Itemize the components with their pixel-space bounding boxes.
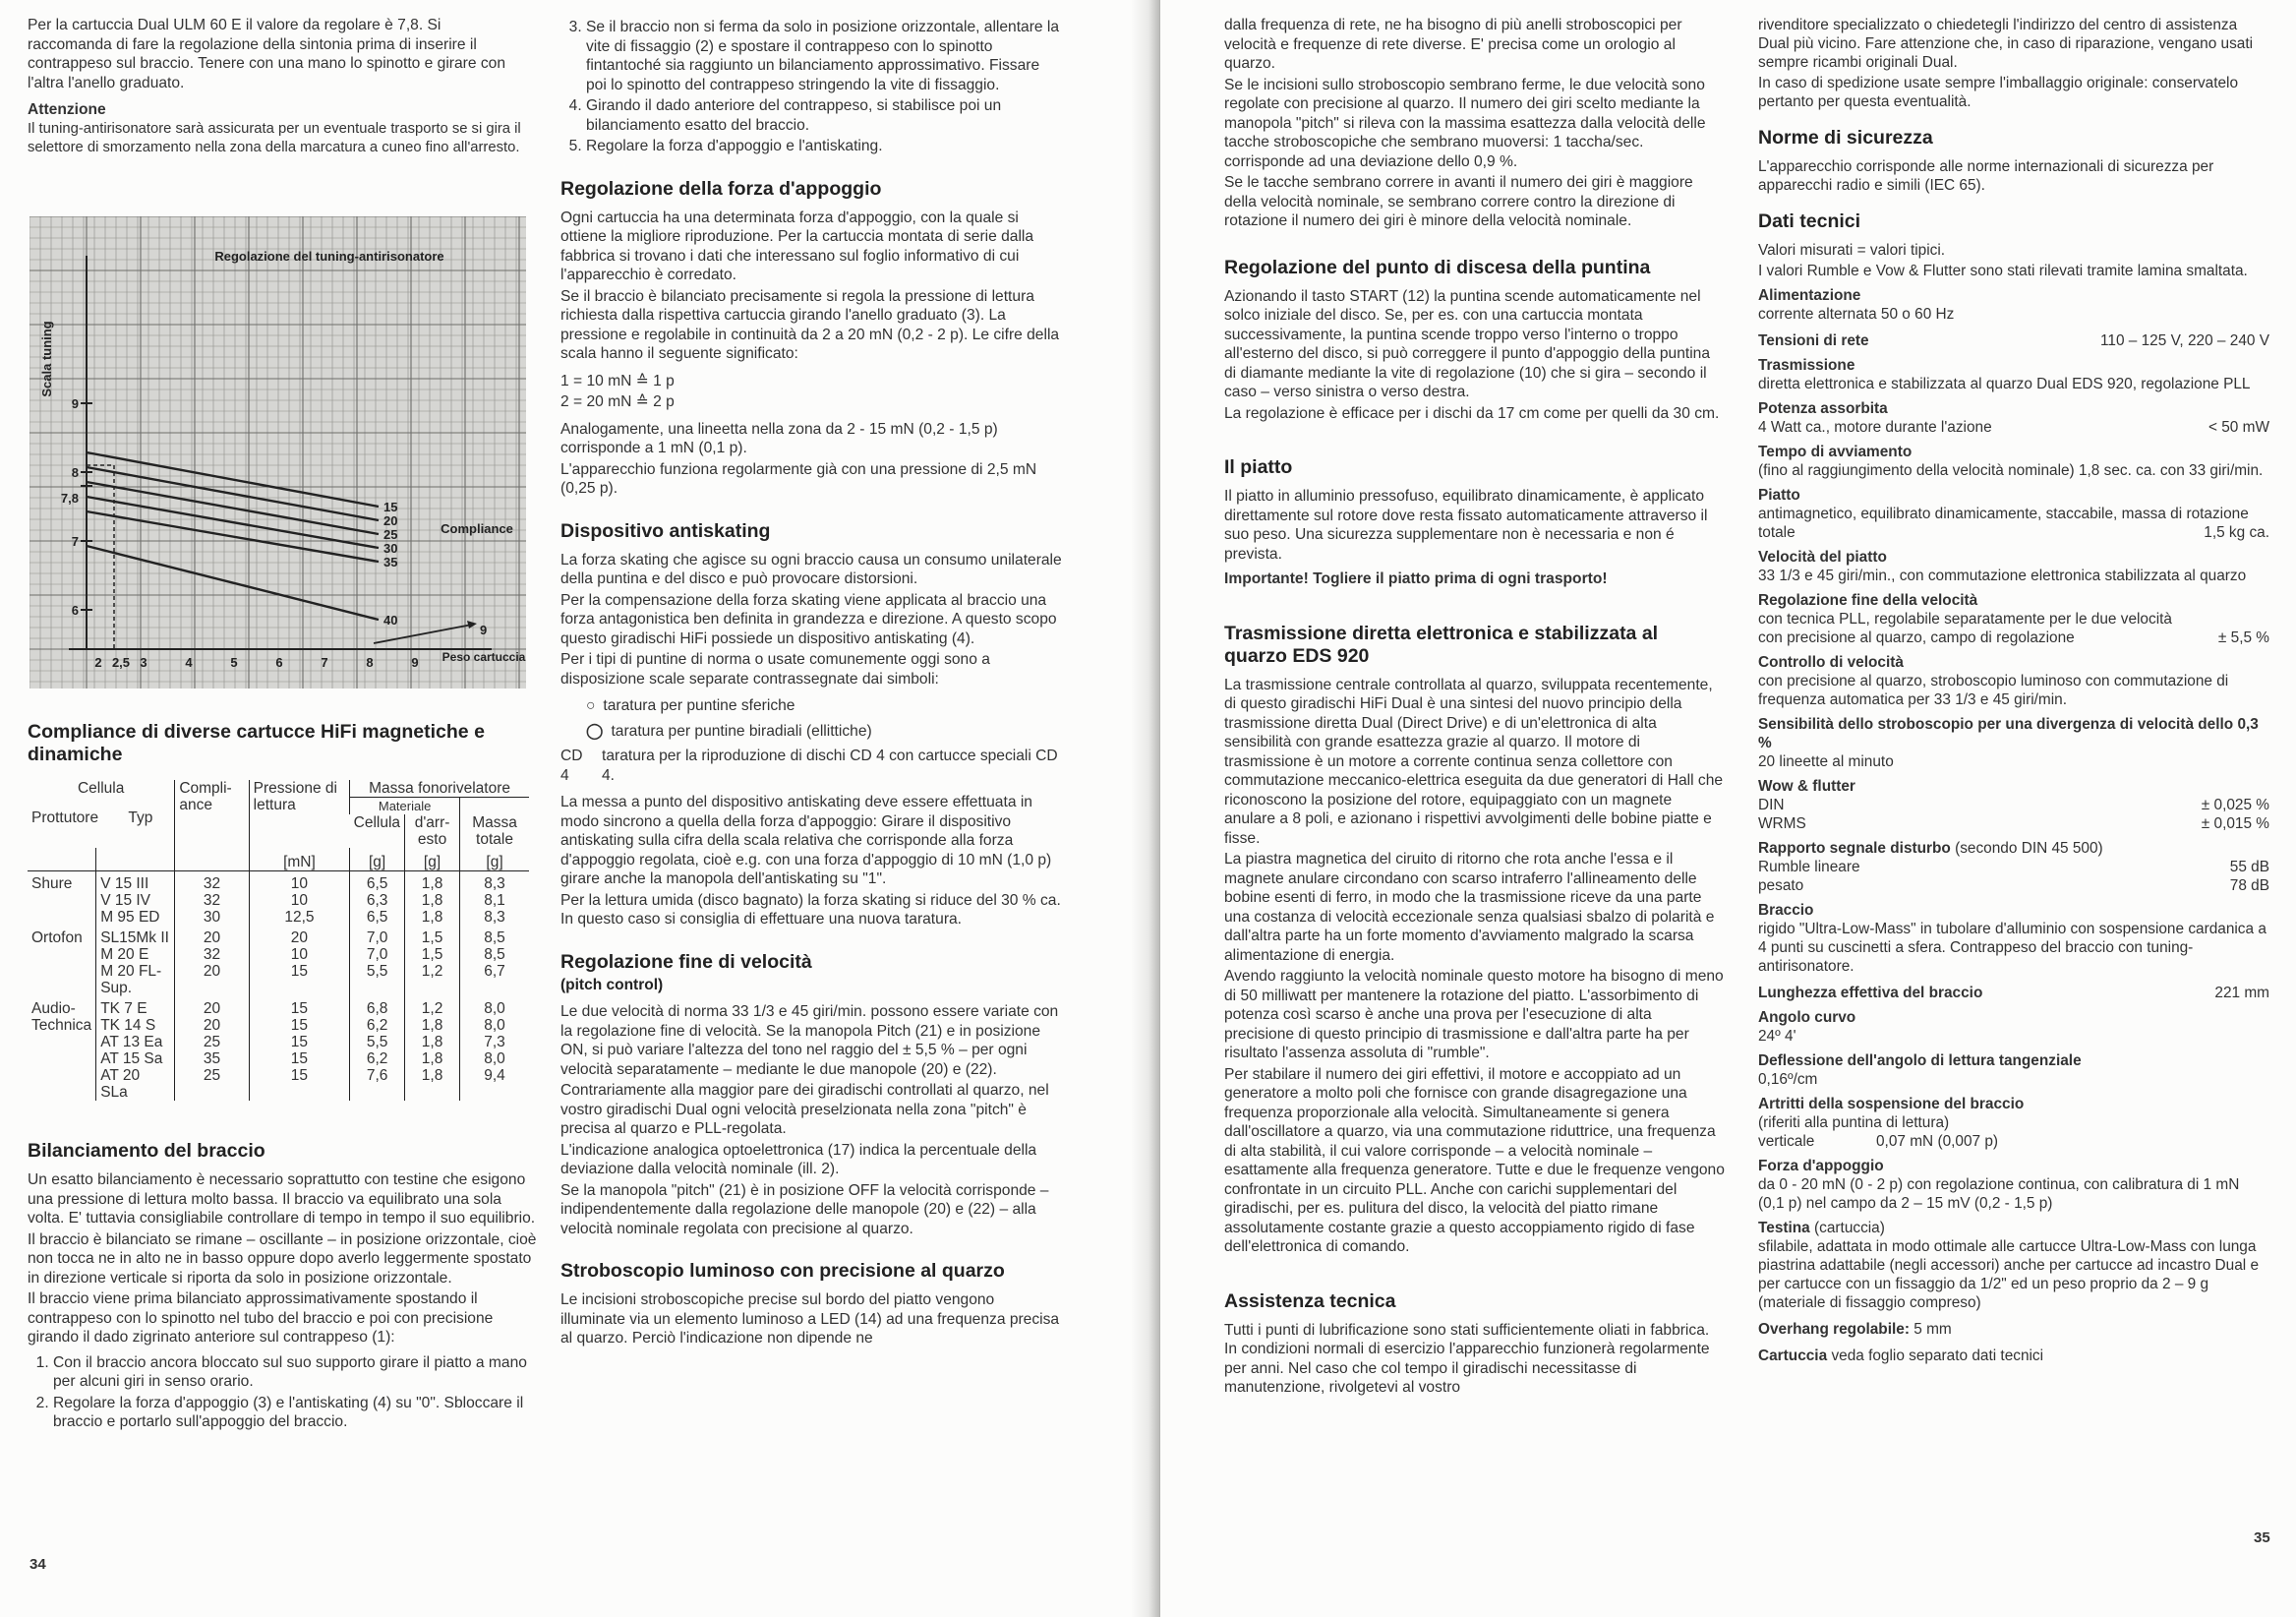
th-typ: Typ <box>128 808 153 826</box>
spec-attriti-note: (riferiti alla puntina di lettura) <box>1758 1114 1950 1131</box>
antiskating-p4: La messa a punto del dispositivo antiskating deve essere effettuata in modo sincrono a quella della forza d'appoggio: Girare il dispositivo antiskating sulla cifra della scala relativa che corrisponde alla forza d'appoggio regolata, cioè e.g. con una forza d'appoggio di 10 mN (1,0 p) girare anche la manopola dell'antiskating su "1". <box>560 794 1052 887</box>
spec-rapporto-norm: (secondo DIN 45 500) <box>1955 840 2103 857</box>
table-cell-arr: 1,8 <box>405 1067 460 1101</box>
spec-forza-label: Forza d'appoggio <box>1758 1158 1884 1174</box>
forza-p3: Analogamente, una lineetta nella zona da 2 - 15 mN (0,2 - 1,5 p) corrisponde a 1 mN (0,1 p). <box>560 420 998 456</box>
table-cell-maker: Ortofon <box>31 929 83 946</box>
bilanciamento-p2: Il braccio è bilanciato se rimane – oscillante – in posizione orizzontale, cioè non tocca ne in alto ne in basso oppure dopo averlo leggermente spostato in direzione verticale si riporta da solo in posizione orizzontale. <box>28 1230 537 1287</box>
table-cell-press: 15 <box>249 1050 350 1067</box>
spec-rumble-lin-value: 55 dB <box>2229 859 2269 875</box>
strobo-cont-p3: Se le tacche sembrano correre in avanti il numero dei giri è maggiore della velocità nominale, se sembrano correre contro la direzione di rotazione il numero dei giri è minore della velocità nominale. <box>1224 174 1693 229</box>
table-cell-press: 12,5 <box>249 909 350 926</box>
table-cell-cell: 7,0 <box>350 926 405 946</box>
table-cell-type: M 20 FL-Sup. <box>96 963 175 996</box>
graph-x-tick: 5 <box>230 655 238 670</box>
table-cell-press: 10 <box>249 871 350 893</box>
right-column-1 <box>1224 16 1726 1400</box>
left-column-1-lower <box>28 703 539 1434</box>
spec-controllo-value: con precisione al quarzo, stroboscopio luminoso con commutazione di frequenza automatica per 33 1/3 e 45 giri/min. <box>1758 673 2229 708</box>
spec-trasmissione-value: diretta elettronica e stabilizzata al quarzo Dual EDS 920, regolazione PLL <box>1758 376 2251 392</box>
table-cell-arr: 1,8 <box>405 1034 460 1050</box>
th-materiale: Materiale <box>350 798 460 815</box>
trasmissione-p3: Avendo raggiunto la velocità nominale questo motore ha bisogno di meno di 50 milliwatt per mantenere la rotazione del piatto. L'assorbimento di potenza così scarso è anche una prova per l'esecuzione di alta precisione di questo principio di trasmissione e dall'altra parte ha per risultato l'assenza assoluta di "rumble". <box>1224 968 1724 1061</box>
trasmissione-p1: La trasmissione centrale controllata al quarzo, sviluppata recentemente, di questo giradischi HiFi Dual è una sintesi del nuovo principio della trasmissione diretta Dual (Direct Drive) e di un'elettronica di alta sensibilità con grande esattezza grazie al quarzo. Il motore di trasmissione è un motore a corrente continua senza collettore con commutazione meccanico-elettrica eseguita da due generatori di Hall che riconoscono la posizione del rotore, equipaggiato con un magnete anulare a 8 poli, e azionano i rispettivi avvolgimenti delle bobine piatte e fisse. <box>1224 676 1724 847</box>
graph-x-tick: 9 <box>411 655 419 670</box>
step-1: 1. Con il braccio ancora bloccato sul suo supporto girare il piatto a mano per alcuni giri in senso orario. <box>53 1353 539 1392</box>
table-cell-cell: 6,5 <box>350 909 405 926</box>
spec-alimentazione-label: Alimentazione <box>1758 287 1861 304</box>
table-cell-cell: 6,5 <box>350 871 405 893</box>
spec-potenza-standby: < 50 mW <box>2208 419 2269 436</box>
spec-regfine-label: Regolazione fine della velocità <box>1758 592 1978 609</box>
graph-x-tick: 2,5 <box>111 655 131 670</box>
table-cell-arr: 1,8 <box>405 1050 460 1067</box>
table-cell-type: AT 15 Sa <box>96 1050 175 1067</box>
graph-x-tick: 8 <box>366 655 374 670</box>
dati-p2: I valori Rumble e Vow & Flutter sono stati rilevati tramite lamina smaltata. <box>1758 263 2248 279</box>
table-cell-tot: 8,5 <box>460 946 529 963</box>
table-row <box>28 1050 529 1067</box>
table-cell-tot: 8,5 <box>460 926 529 946</box>
table-cell-cell: 6,2 <box>350 1050 405 1067</box>
th-totale: Massa totale <box>460 814 529 848</box>
unit-g1: [g] <box>350 848 405 871</box>
table-cell-tot: 8,1 <box>460 892 529 909</box>
strobo-cont-p1: dalla frequenza di rete, ne ha bisogno di più anelli stroboscopici per velocità e frequenze di rete diverse. E' precisa come un orologio al quarzo. <box>1224 17 1682 72</box>
spec-lunghezza-value: 221 mm <box>2214 985 2269 1001</box>
spec-wow-din-value: ± 0,025 % <box>2201 797 2269 813</box>
spec-regfine-range: ± 5,5 % <box>2217 629 2269 646</box>
spec-tensioni-label: Tensioni di rete <box>1758 332 1869 349</box>
spec-tensioni-value: 110 – 125 V, 220 – 240 V <box>2099 332 2269 349</box>
table-cell-type: SL15Mk II <box>96 926 175 946</box>
table-cell-arr: 1,2 <box>405 996 460 1017</box>
spec-piatto-value: antimagnetico, equilibrato dinamicamente, staccabile, massa di rotazione totale <box>1758 506 2249 541</box>
table-cell-type: TK 7 E <box>96 996 175 1017</box>
left-column-1 <box>28 16 529 160</box>
forza-scale-2: 2 = 20 mN ≙ 2 p <box>560 393 675 410</box>
spec-rumble-pes-label: pesato <box>1758 877 1804 894</box>
spec-lunghezza-label: Lunghezza effettiva del braccio <box>1758 985 1983 1001</box>
table-cell-tot: 8,3 <box>460 909 529 926</box>
table-cell-cell: 6,3 <box>350 892 405 909</box>
fine-p3: L'indicazione analogica optoelettronica (17) indica la percentuale della deviazione dalla velocità nominale (ill. 2). <box>560 1141 1037 1177</box>
spec-attriti-vert-label: verticale <box>1758 1133 1815 1150</box>
graph-y-tick: 7 <box>71 534 79 549</box>
table-cell-comp: 32 <box>175 946 249 963</box>
spec-velocita-value: 33 1/3 e 45 giri/min., con commutazione elettronica stabilizzata al quarzo <box>1758 568 2247 584</box>
discesa-p1: Azionando il tasto START (12) la puntina scende automaticamente nel solco iniziale del disco. Se, per es. con una cartuccia montata successivamente, la puntina scende troppo verso l'interno o troppo all'esterno del disco, si può correggere il punto d'appoggio della puntina di diamante mediante la vite di regolazione (10) che si gira – secondo il caso – verso sinistra o verso destra. <box>1224 287 1711 400</box>
table-row <box>28 963 529 996</box>
fine-heading: Regolazione fine di velocità <box>560 950 812 973</box>
bilanciamento-heading: Bilanciamento del braccio <box>28 1140 265 1162</box>
graph-x-tick: 3 <box>140 655 147 670</box>
graph-x-tick: 4 <box>185 655 193 670</box>
th-pressione: Pressione di lettura <box>249 780 350 848</box>
th-produttore: Prottutore <box>31 808 99 826</box>
table-cell-maker: Technica <box>31 1017 92 1034</box>
table-cell-cell: 7,0 <box>350 946 405 963</box>
assistenza-heading: Assistenza tecnica <box>1224 1289 1396 1312</box>
table-cell-maker <box>28 909 96 926</box>
table-cell-press: 15 <box>249 1034 350 1050</box>
table-cell-maker: Audio- <box>31 1000 76 1017</box>
assistenza-p1: Tutti i punti di lubrificazione sono stati sufficientemente oliati in fabbrica. In condizioni normali di esercizio l'apparecchio funzionerà regolarmente per anni. Nel caso che col tempo il giradischi necessitasse di manutenzione, rivolgetevi al vostro <box>1224 1321 1710 1396</box>
step-5: 5. Regolare la forza d'appoggio e l'antiskating. <box>586 137 1062 156</box>
table-cell-press: 15 <box>249 1067 350 1101</box>
table-cell-comp: 32 <box>175 871 249 893</box>
table-row <box>28 946 529 963</box>
symbol-3-text: taratura per la riproduzione di dischi CD 4 con cartucce speciali CD 4. <box>602 748 1058 784</box>
spec-sensibilita-label: Sensibilità dello stroboscopio per una divergenza di velocità dello 0,3 % <box>1758 716 2259 751</box>
compliance-line-label: 15 <box>383 500 398 514</box>
table-cell-arr: 1,5 <box>405 926 460 946</box>
strobo-p1: Le incisioni stroboscopiche precise sul bordo del piatto vengono illuminate via un elemento luminoso a LED (14) ad una frequenza precisa al quarzo. Perciò l'indicazione non dipende ne <box>560 1291 1060 1347</box>
spec-trasmissione-label: Trasmissione <box>1758 357 1855 374</box>
table-cell-maker <box>28 1050 96 1067</box>
trasmissione-heading: Trasmissione diretta elettronica e stabilizzata al quarzo EDS 920 <box>1224 622 1659 667</box>
table-cell-tot: 7,3 <box>460 1034 529 1050</box>
spec-cartuccia-label: Cartuccia <box>1758 1348 1828 1364</box>
antiskating-p2: Per la compensazione della forza skating viene applicata al braccio una forza antagonistica ben definita in grandezza e direzione. A questo scopo questo giradischi HiFi possiede un dispositivo antiskating (4). <box>560 591 1057 647</box>
graph-y-tick: 7,8 <box>60 491 79 506</box>
symbol-2-text: taratura per puntine biradiali (ellittiche) <box>611 722 872 740</box>
table-cell-cell: 6,8 <box>350 996 405 1017</box>
spec-wow-label: Wow & flutter <box>1758 778 1855 795</box>
spec-rumble-pes-value: 78 dB <box>2229 877 2269 894</box>
unit-g3: [g] <box>460 848 529 871</box>
step-4: 4. Girando il dado anteriore del contrappeso, si stabilisce poi un bilanciamento esatto del braccio. <box>586 96 1062 135</box>
step-3: 3. Se il braccio non si ferma da solo in posizione orizzontale, allentare la vite di fissaggio (2) e spostare il contrappeso con lo spinotto fintantoché sia raggiunto un bilanciamento approssimativo. Fissare poi lo spinotto del contrappeso stringendo la vite di fissaggio. <box>586 18 1062 94</box>
table-row <box>28 892 529 909</box>
table-cell-comp: 20 <box>175 963 249 996</box>
cartridge-table <box>28 780 529 1101</box>
left-column-2 <box>560 18 1062 1350</box>
table-cell-comp: 20 <box>175 926 249 946</box>
spec-potenza-label: Potenza assorbita <box>1758 400 1888 417</box>
table-cell-comp: 32 <box>175 892 249 909</box>
forza-p4: L'apparecchio funziona regolarmente già con una pressione di 2,5 mN (0,25 p). <box>560 460 1037 497</box>
table-cell-maker <box>28 1034 96 1050</box>
table-cell-tot: 6,7 <box>460 963 529 996</box>
discesa-p2: La regolazione è efficace per i dischi da 17 cm come per quelli da 30 cm. <box>1224 404 1720 422</box>
dati-p1: Valori misurati = valori tipici. <box>1758 242 1946 259</box>
table-cell-comp: 30 <box>175 909 249 926</box>
spec-sensibilita-value: 20 lineette al minuto <box>1758 753 1894 770</box>
compliance-line-label: 25 <box>383 527 398 542</box>
table-cell-type: AT 20 SLa <box>96 1067 175 1101</box>
spec-overhang-label: Overhang regolabile: <box>1758 1321 1910 1338</box>
table-cell-arr: 1,8 <box>405 892 460 909</box>
elliptical-stylus-icon: ◯ <box>586 722 604 740</box>
table-cell-arr: 1,8 <box>405 1017 460 1034</box>
bilanciamento-p3: Il braccio viene prima bilanciato approssimativamente spostando il contrappeso con lo spinotto nel tubo del braccio e poi con precisione girando il dado zigrinato anteriore sul contrappeso (1): <box>28 1290 494 1346</box>
table-cell-comp: 20 <box>175 1017 249 1034</box>
table-cell-type: V 15 IV <box>96 892 175 909</box>
table-cell-arr: 1,8 <box>405 909 460 926</box>
attention-heading: Attenzione <box>28 101 106 118</box>
spec-rumble-lin-label: Rumble lineare <box>1758 859 1860 875</box>
spec-tempo-value: (fino al raggiungimento della velocità nominale) 1,8 sec. ca. con 33 giri/min. <box>1758 462 2264 479</box>
spec-velocita-label: Velocità del piatto <box>1758 549 1887 566</box>
spec-testina-value: sfilabile, adattata in modo ottimale alle cartucce Ultra-Low-Mass con lunga piastrina adattabile (negli accessori) anche per cartucce ad incastro Dual e per cartucce con un fissaggio da 1/2" ed un peso proprio da 2 – 9 g (materiale di fissaggio compreso) <box>1758 1238 2260 1311</box>
strobo-cont-p2: Se le incisioni sullo stroboscopio sembrano ferme, le due velocità sono regolate con precisione al quarzo. Il numero dei giri scelto mediante la manopola "pitch" si rileva con la massima esattezza dalla velocità delle tacche stroboscopiche che sembrano muoversi: 1 taccha/sec. corrisponde ad una deviazione dello 0,9 %. <box>1224 76 1706 170</box>
table-cell-press: 15 <box>249 1017 350 1034</box>
discesa-heading: Regolazione del punto di discesa della puntina <box>1224 256 1651 278</box>
table-row <box>28 926 529 946</box>
table-cell-press: 10 <box>249 892 350 909</box>
spec-testina-label: Testina <box>1758 1220 1810 1236</box>
spec-forza-value: da 0 - 20 mN (0 - 2 p) con regolazione continua, con calibratura di 1 mN (0,1 p) nel campo da 2 – 15 mV (0,2 - 1,5 p) <box>1758 1176 2240 1212</box>
compliance-line-label: 35 <box>383 555 398 569</box>
table-cell-maker: Shure <box>31 875 73 892</box>
table-cell-comp: 20 <box>175 996 249 1017</box>
intro-text: Per la cartuccia Dual ULM 60 E il valore da regolare è 7,8. Si raccomanda di fare la regolazione della sintonia prima di inserire il contrappeso sul braccio. Tenere con una mano lo spinotto e girare con l'altra l'anello graduato. <box>28 17 506 91</box>
table-row <box>28 1034 529 1050</box>
piatto-warning: Importante! Togliere il piatto prima di ogni trasporto! <box>1224 570 1608 587</box>
spec-wow-wrms-label: WRMS <box>1758 815 1806 832</box>
spec-attriti-value: 0,07 mN (0,007 p) <box>1876 1133 1999 1150</box>
table-cell-cell: 7,6 <box>350 1067 405 1101</box>
graph-y-tick: 6 <box>71 603 79 618</box>
th-cellula2: Cellula <box>353 814 401 831</box>
spec-potenza-value: 4 Watt ca., motore durante l'azione <box>1758 419 1992 436</box>
spec-overhang-value: 5 mm <box>1913 1321 1952 1338</box>
th-arresto: d'arr-esto <box>405 814 460 848</box>
spec-controllo-label: Controllo di velocità <box>1758 654 1904 671</box>
th-massa: Massa fonorivelatore <box>350 780 529 798</box>
table-cell-tot: 9,4 <box>460 1067 529 1101</box>
forza-scale-1: 1 = 10 mN ≙ 1 p <box>560 372 675 389</box>
forza-p2: Se il braccio è bilanciato precisamente si regola la pressione di lettura richiesta dalla rispettiva cartuccia girando l'anello graduato (3). La pressione e regolabile in continuità da 2 a 20 mN (0,2 - 2 p). Le cifre della scala hanno il seguente significato: <box>560 287 1060 362</box>
fine-subheading: (pitch control) <box>560 976 664 993</box>
graph-x-tick: 7 <box>321 655 328 670</box>
table-cell-maker <box>28 892 96 909</box>
trasmissione-p2: La piastra magnetica del ciruito di ritorno che rota anche l'essa e il magnete anulare circondano con scarso intraferro l'allineamento delle bobine esenti di ferro, in modo che la trasmissione riceve da una parte una costanza di velocità eccezionale senza qualsiasi sbalzo di polarità e dall'altra parte ha un forte momento d'avviamento malgrado la scarsa alimentazione di energia. <box>1224 851 1715 964</box>
compliance-line-label: 30 <box>383 541 398 556</box>
table-cell-maker <box>28 1067 96 1101</box>
table-cell-cell: 5,5 <box>350 963 405 996</box>
symbol-1-text: taratura per puntine sferiche <box>603 697 795 714</box>
table-cell-type: TK 14 S <box>96 1017 175 1034</box>
antiskating-heading: Dispositivo antiskating <box>560 519 771 542</box>
graph-y-tick: 9 <box>71 396 79 411</box>
attention-text: Il tuning-antirisonatore sarà assicurata per un eventuale trasporto se si gira il selettore di smorzamento nella zona della marcatura a cuneo fino all'arresto. <box>28 120 521 155</box>
spec-deflessione-label: Deflessione dell'angolo di lettura tangenziale <box>1758 1052 2082 1069</box>
assistenza-cont-p2: In caso di spedizione usate sempre l'imballaggio originale: conservatelo pertanto per questa eventualità. <box>1758 75 2239 110</box>
spec-piatto-mass: 1,5 kg ca. <box>2204 524 2269 541</box>
spec-wow-wrms-value: ± 0,015 % <box>2201 815 2269 832</box>
fine-p2: Contrariamente alla maggior pare dei giradischi controllati al quarzo, nel vostro giradischi Dual ogni velocità preselzionata nella zona "pitch" è precisa al quarzo e PLL-regolata. <box>560 1082 1049 1137</box>
forza-heading: Regolazione della forza d'appoggio <box>560 177 882 200</box>
table-cell-cell: 6,2 <box>350 1017 405 1034</box>
spec-braccio-value: rigido "Ultra-Low-Mass" in tubolare d'alluminio con sospensione cardanica a 4 punti su cuscinetti a sfera. Contrappeso del braccio con tuning-antirisonatore. <box>1758 921 2267 975</box>
graph-arrow-value: 9 <box>480 623 488 637</box>
symbol-3-label: CD 4 <box>560 748 583 784</box>
compliance-line-label: 20 <box>383 513 398 528</box>
graph-x-tick: 2 <box>94 655 102 670</box>
table-cell-arr: 1,5 <box>405 946 460 963</box>
table-cell-press: 20 <box>249 926 350 946</box>
table-cell-comp: 25 <box>175 1034 249 1050</box>
dati-heading: Dati tecnici <box>1758 210 1861 232</box>
spherical-stylus-icon: ○ <box>586 697 596 714</box>
table-row <box>28 1017 529 1034</box>
th-cellula: Cellula <box>77 780 125 797</box>
spec-rapporto-label: Rapporto segnale disturbo <box>1758 840 1951 857</box>
tuning-graph <box>29 216 526 689</box>
compliance-heading: Compliance di diverse cartucce HiFi magnetiche e dinamiche <box>28 721 485 765</box>
table-cell-arr: 1,8 <box>405 871 460 893</box>
norme-p1: L'apparecchio corrisponde alle norme internazionali di sicurezza per apparecchi radio e simili (IEC 65). <box>1758 158 2214 194</box>
spec-piatto-label: Piatto <box>1758 487 1800 504</box>
norme-heading: Norme di sicurezza <box>1758 127 1933 149</box>
fine-p1: Le due velocità di norma 33 1/3 e 45 giri/min. possono essere variate con la regolazione fine di velocità. Se la manopola Pitch (21) e in posizione ON, si può variare l'altezza del tono nel raggio del ± 5,5 % – per ogni velocità separatamente – mediante le due manopole (20) e (22). <box>560 1003 1059 1078</box>
graph-y-label: Scala tuning <box>39 321 54 397</box>
spec-wow-din-label: DIN <box>1758 797 1785 813</box>
step-2: 2. Regolare la forza d'appoggio (3) e l'antiskating (4) su "0". Sbloccare il braccio e portarlo sull'appoggio del braccio. <box>53 1394 539 1432</box>
table-cell-tot: 8,0 <box>460 996 529 1017</box>
graph-x-tick: 6 <box>275 655 283 670</box>
unit-mn: [mN] <box>249 848 350 871</box>
spec-angolo-value: 24º 4' <box>1758 1028 1796 1045</box>
graph-x-label: Peso cartuccia <box>442 650 526 664</box>
fine-p4: Se la manopola "pitch" (21) è in posizione OFF la velocità corrisponde – indipendentemente dalla regolazione delle manopole (20) e (22) – alla velocità nominale regolata con precisione al quarzo. <box>560 1181 1049 1237</box>
th-compliance: Compli-ance <box>175 780 249 848</box>
table-cell-maker <box>28 946 96 963</box>
compliance-line-label: 40 <box>383 613 398 628</box>
table-cell-cell: 5,5 <box>350 1034 405 1050</box>
table-cell-maker <box>28 963 96 996</box>
spec-testina-note: (cartuccia) <box>1814 1220 1885 1236</box>
spec-angolo-label: Angolo curvo <box>1758 1009 1856 1026</box>
spec-tempo-label: Tempo di avviamento <box>1758 444 1913 460</box>
table-row <box>28 996 529 1017</box>
table-cell-type: V 15 III <box>96 871 175 893</box>
table-cell-type: M 95 ED <box>96 909 175 926</box>
page-number-right: 35 <box>2254 1529 2270 1546</box>
assistenza-cont-p1: rivenditore specializzato o chiedetegli l'indirizzo del centro di assistenza Dual più vicino. Fare attenzione che, in caso di riparazione, vengano usati sempre ricambi originali Dual. <box>1758 17 2254 71</box>
right-page <box>1160 0 2296 1617</box>
right-column-2 <box>1758 16 2269 1365</box>
strobo-heading: Stroboscopio luminoso con precisione al quarzo <box>560 1260 1005 1282</box>
antiskating-p3: Per i tipi di puntine di norma o usate comunemente oggi sono a disposizione scale separate contrassegnate dai simboli: <box>560 651 990 688</box>
spec-attriti-label: Artritti della sospensione del braccio <box>1758 1096 2025 1112</box>
piatto-heading: Il piatto <box>1224 456 1293 478</box>
table-cell-tot: 8,0 <box>460 1017 529 1034</box>
table-cell-press: 15 <box>249 996 350 1017</box>
table-row <box>28 1067 529 1101</box>
graph-y-tick: 8 <box>71 465 79 480</box>
spec-deflessione-value: 0,16º/cm <box>1758 1071 1818 1088</box>
trasmissione-p4: Per stabilare il numero dei giri effettivi, il motore e accoppiato ad un generatore a molto poli che fornisce con grande disagregazione una frequenza proporzionale alla velocità. Simultaneamente si genera dall'oscillatore a quarzo, via una commutazione riduttrice, una frequenza di alta stabilità, il cui valore corrisponde – a velocità nominale – esattamente alla frequenza generatore. Tutte e due le frequenze vengono confrontate in un circuito PLL. Anche con carichi supplementari del giradischi, per es. pulitura del disco, la velocità del piatto rimane assolutamente costante grazie a questo accoppiamento rigido di fase dell'elettronica di comando. <box>1224 1065 1725 1255</box>
piatto-p1: Il piatto in alluminio pressofuso, equilibrato dinamicamente, è applicato direttamente sul rotore dove resta fissato automaticamente attraverso il suo peso. Una sicurezza supplementare non è necessaria e non é prevista. <box>1224 488 1708 563</box>
table-cell-tot: 8,3 <box>460 871 529 893</box>
graph-title: Regolazione del tuning-antirisonatore <box>214 249 444 264</box>
table-cell-press: 10 <box>249 946 350 963</box>
table-cell-tot: 8,0 <box>460 1050 529 1067</box>
spec-cartuccia-value: veda foglio separato dati tecnici <box>1831 1348 2044 1364</box>
unit-g2: [g] <box>405 848 460 871</box>
forza-p1: Ogni cartuccia ha una determinata forza d'appoggio, con la quale si ottiene la migliore riproduzione. Per la cartuccia montata di serie dalla fabbrica si trovano i dati che interessano sul foglio informativo di cui l'apparecchio è corredato. <box>560 209 1034 283</box>
table-row <box>28 909 529 926</box>
table-cell-arr: 1,2 <box>405 963 460 996</box>
antiskating-p5: Per la lettura umida (disco bagnato) la forza skating si riduce del 30 % ca. In questo caso si consiglia di effettuare una nuova taratura. <box>560 891 1061 928</box>
bilanciamento-p1: Un esatto bilanciamento è necessario soprattutto con testine che esigono una pressione di lettura molto bassa. Il braccio va equilibrato una sola volta. E' tuttavia consigliabile controllare di tempo in tempo il suo equilibrio. <box>28 1171 536 1227</box>
spec-alimentazione-value: corrente alternata 50 o 60 Hz <box>1758 306 1955 323</box>
table-cell-comp: 35 <box>175 1050 249 1067</box>
graph-compliance-label: Compliance <box>441 521 513 536</box>
table-cell-press: 15 <box>249 963 350 996</box>
table-cell-comp: 25 <box>175 1067 249 1101</box>
table-row <box>28 871 529 893</box>
antiskating-p1: La forza skating che agisce su ogni braccio causa un consumo unilaterale della puntina e del disco e può provocare distorsioni. <box>560 551 1062 587</box>
spec-regfine-value: con tecnica PLL, regolabile separatamente per le due velocità con precisione al quarzo, campo di regolazione <box>1758 611 2172 646</box>
page-number-left: 34 <box>29 1556 46 1573</box>
table-cell-type: M 20 E <box>96 946 175 963</box>
spec-braccio-label: Braccio <box>1758 902 1814 919</box>
table-cell-type: AT 13 Ea <box>96 1034 175 1050</box>
